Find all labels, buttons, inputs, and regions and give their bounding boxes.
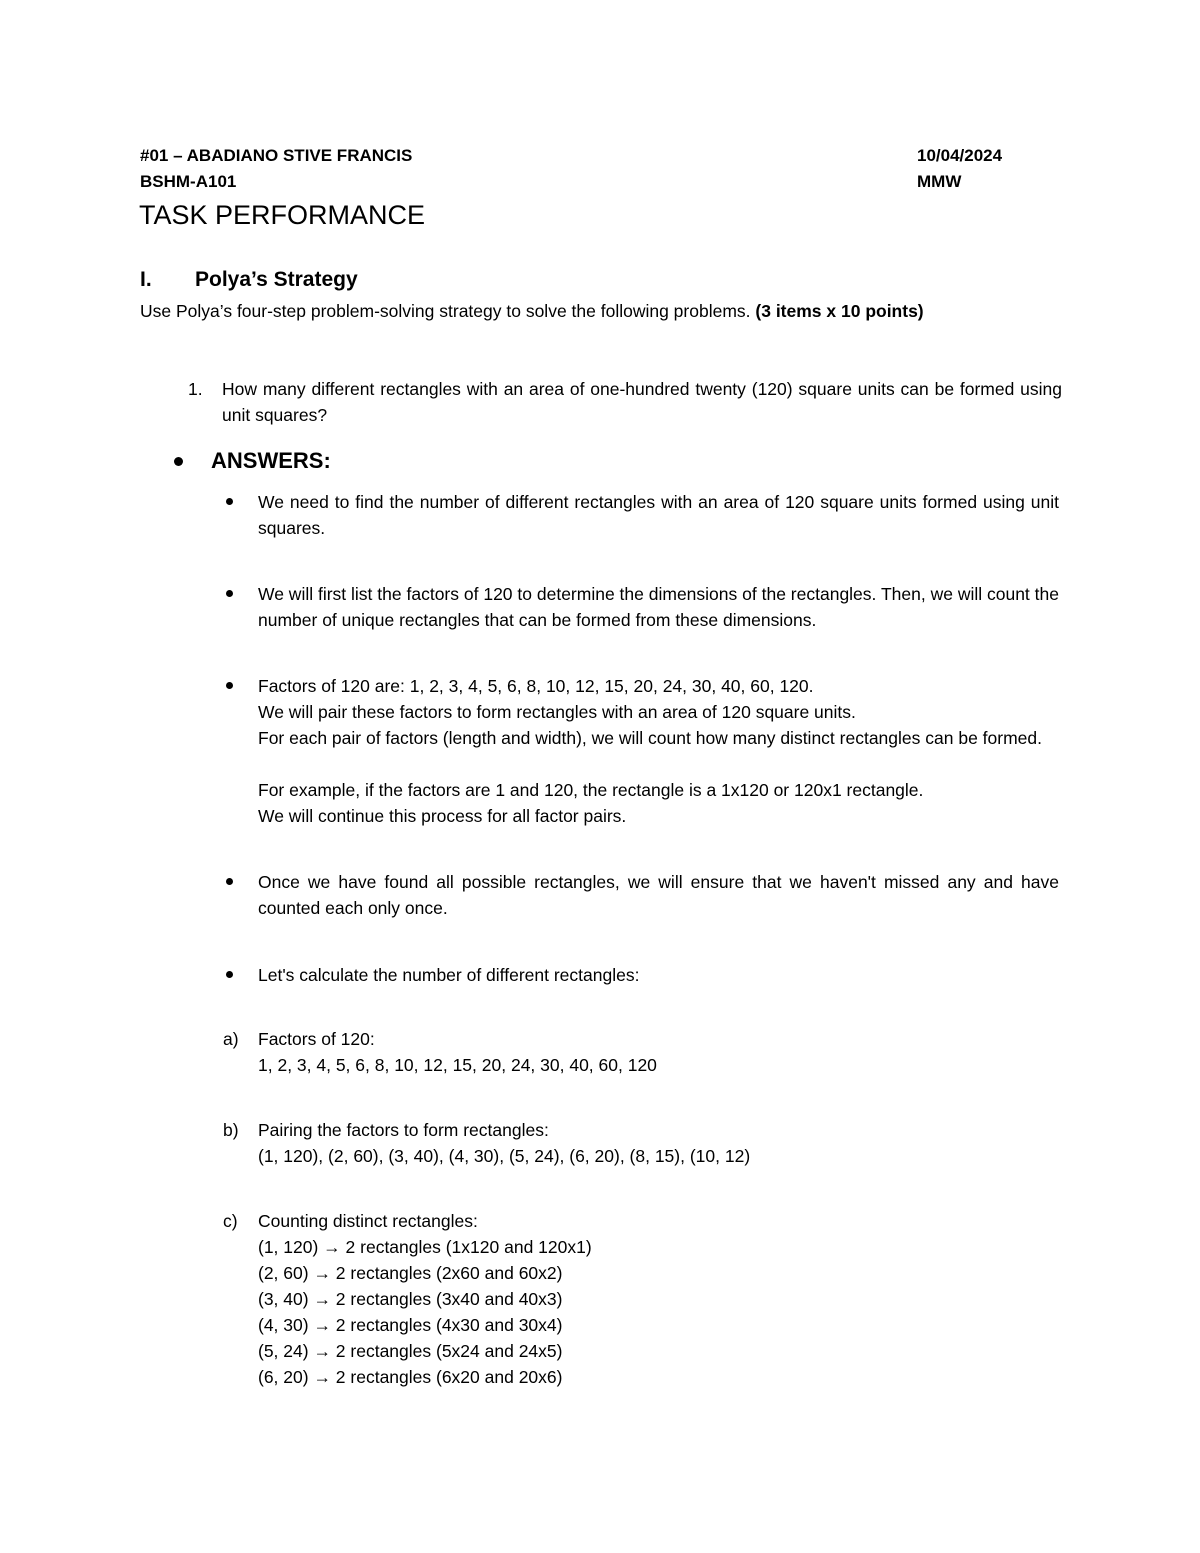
instructions xyxy=(140,298,924,324)
step-a-label: Factors of 120: xyxy=(258,1029,375,1049)
instructions-text: Use Polya’s four-step problem-solving strategy to solve the following problems. xyxy=(140,301,756,321)
bullet-icon xyxy=(226,682,233,689)
step-marker-c: c) xyxy=(223,1211,238,1231)
step-b xyxy=(258,1117,750,1169)
answer-bullet-5: Let's calculate the number of different rectangles: xyxy=(258,965,640,985)
instructions-points: (3 items x 10 points) xyxy=(755,301,924,321)
bullet-3-line: Factors of 120 are: 1, 2, 3, 4, 5, 6, 8, 10, 12, 15, 20, 24, 30, 40, 60, 120. xyxy=(258,676,814,696)
section-heading: Polya’s Strategy xyxy=(195,268,358,291)
student-name: #01 – ABADIANO STIVE FRANCIS xyxy=(140,146,413,165)
question-text: How many different rectangles with an area of one-hundred twenty (120) square units can be formed using unit squares? xyxy=(222,379,1062,425)
answer-bullet-3-cont xyxy=(258,777,923,829)
answer-bullet-1: We need to find the number of different rectangles with an area of 120 square units formed using unit squares. xyxy=(258,492,1059,538)
date: 10/04/2024 xyxy=(917,146,1003,165)
step-c-line: (4, 30) → 2 rectangles (4x30 and 30x4) xyxy=(258,1315,563,1335)
answers-label: ANSWERS: xyxy=(211,448,331,473)
step-c-line: (1, 120) → 2 rectangles (1x120 and 120x1) xyxy=(258,1237,592,1257)
bullet-icon xyxy=(226,590,233,597)
bullet-icon xyxy=(226,971,233,978)
step-marker-b: b) xyxy=(223,1120,239,1140)
answers-bullet-icon xyxy=(174,457,183,466)
step-c-line: (3, 40) → 2 rectangles (3x40 and 40x3) xyxy=(258,1289,563,1309)
bullet-3-line: For each pair of factors (length and width), we will count how many distinct rectangles can be formed. xyxy=(258,728,1042,748)
step-c-line: (6, 20) → 2 rectangles (6x20 and 20x6) xyxy=(258,1367,563,1387)
step-a xyxy=(258,1026,657,1078)
bullet-icon xyxy=(226,498,233,505)
page-title: TASK PERFORMANCE xyxy=(139,200,426,230)
question-number: 1. xyxy=(188,379,203,399)
step-b-line: (1, 120), (2, 60), (3, 40), (4, 30), (5, 24), (6, 20), (8, 15), (10, 12) xyxy=(258,1146,751,1166)
step-c-line: (5, 24) → 2 rectangles (5x24 and 24x5) xyxy=(258,1341,563,1361)
bullet-3-line: For example, if the factors are 1 and 120, the rectangle is a 1x120 or 120x1 rectangle. xyxy=(258,780,924,800)
bullet-3-line: We will pair these factors to form rectangles with an area of 120 square units. xyxy=(258,702,856,722)
step-a-line: 1, 2, 3, 4, 5, 6, 8, 10, 12, 15, 20, 24, 30, 40, 60, 120 xyxy=(258,1055,657,1075)
step-c xyxy=(258,1208,592,1390)
step-c-label: Counting distinct rectangles: xyxy=(258,1211,478,1231)
bullet-icon xyxy=(226,878,233,885)
course-section: BSHM-A101 xyxy=(140,172,237,191)
step-c-line: (2, 60) → 2 rectangles (2x60 and 60x2) xyxy=(258,1263,563,1283)
answer-bullet-2: We will first list the factors of 120 to determine the dimensions of the rectangles. Then, we will count the number of unique rectangles that can be formed from these dimensions. xyxy=(258,584,1059,630)
step-marker-a: a) xyxy=(223,1029,239,1049)
answer-bullet-3 xyxy=(258,673,856,725)
bullet-3-line: We will continue this process for all factor pairs. xyxy=(258,806,627,826)
section-numeral: I. xyxy=(140,268,152,291)
answer-bullet-4: Once we have found all possible rectangles, we will ensure that we haven't missed any and have counted each only once. xyxy=(258,872,1059,918)
step-b-label: Pairing the factors to form rectangles: xyxy=(258,1120,549,1140)
subject: MMW xyxy=(917,172,962,191)
